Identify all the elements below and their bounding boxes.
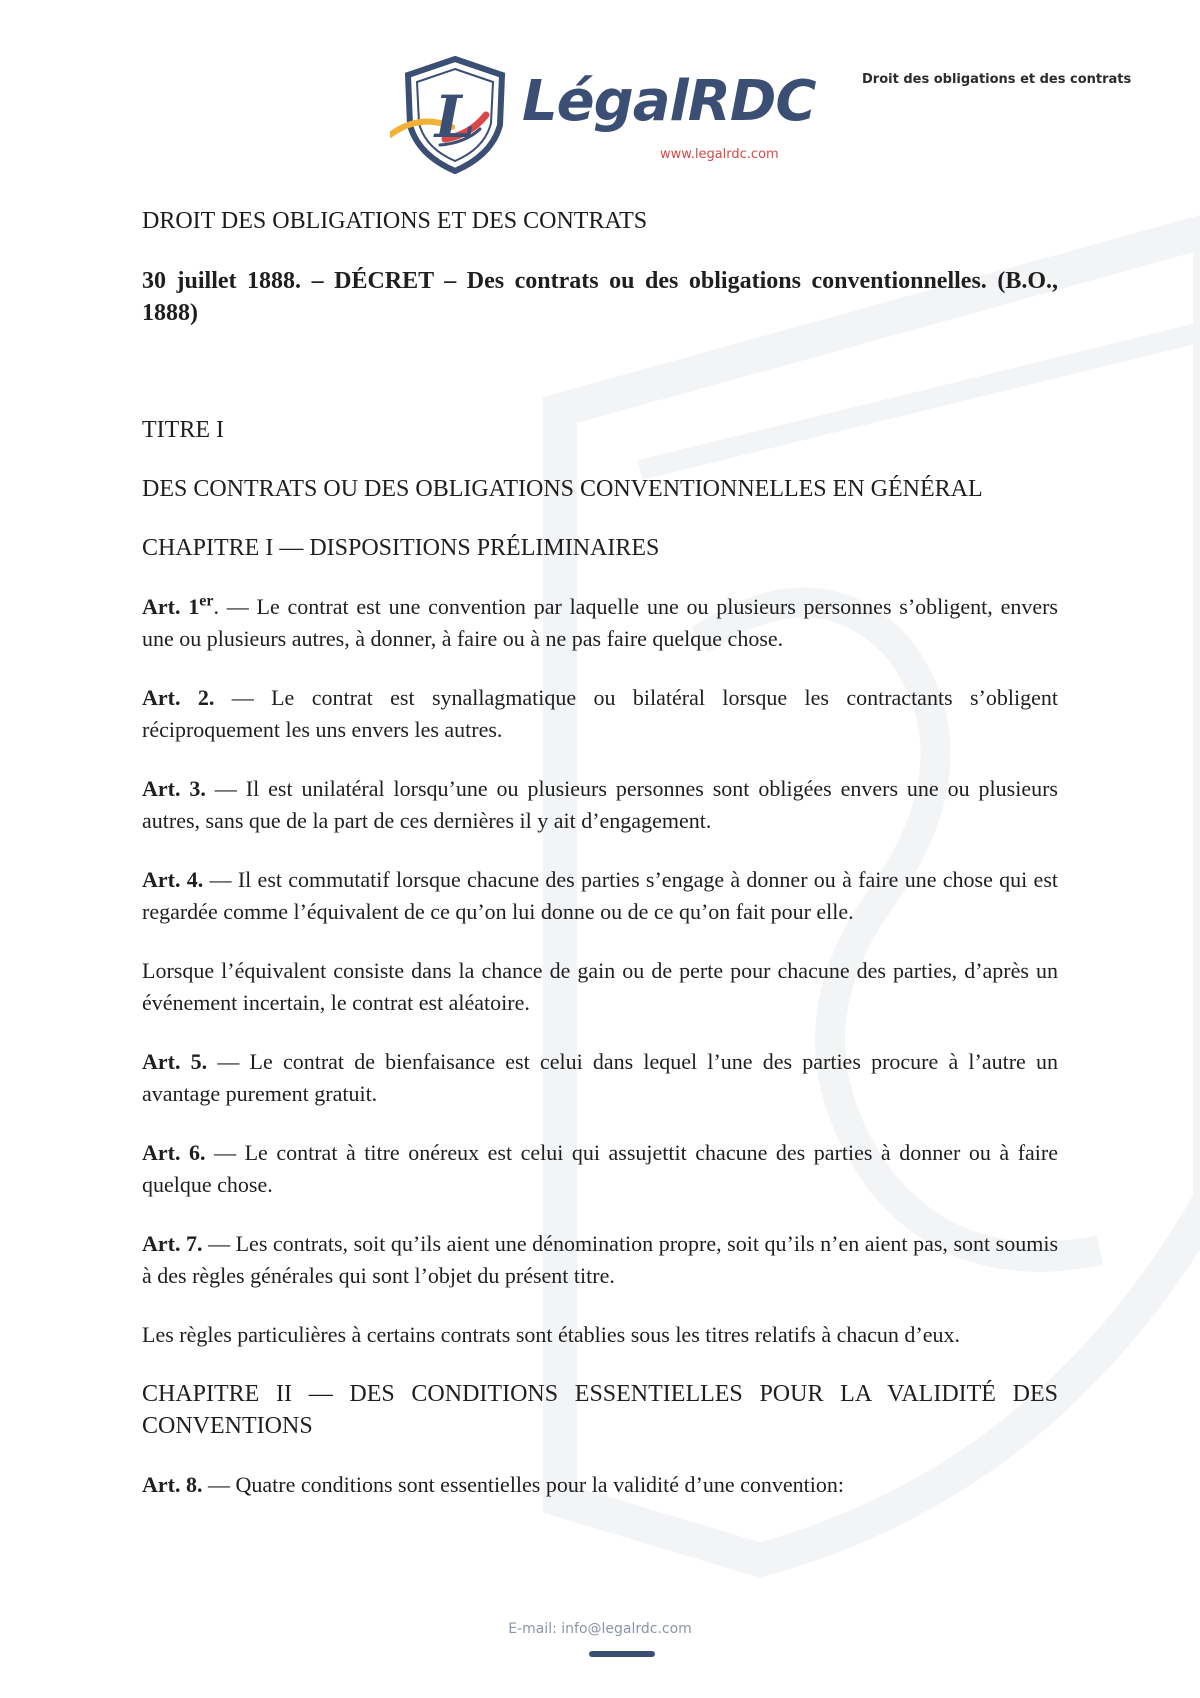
article-8 [142, 1469, 1058, 1501]
article-2-text: — Le contrat est synallagmatique ou bilatéral lorsque les contractants s’obligent réciproquement les uns envers les autres. [142, 685, 1058, 742]
article-4-paragraph-2: Lorsque l’équivalent consiste dans la chance de gain ou de perte pour chacune des parties, d’après un événement incertain, le contrat est aléatoire. [142, 958, 1058, 1015]
article-2-label: Art. 2. [142, 685, 215, 710]
article-6-text: — Le contrat à titre onéreux est celui qui assujettit chacune des parties à donner ou à faire quelque chose. [142, 1140, 1059, 1197]
article-7-text: — Les contrats, soit qu’ils aient une dénomination propre, soit qu’ils n’en aient pas, sont soumis à des règles générales qui sont l’objet du présent titre. [142, 1231, 1059, 1288]
article-8-text: — Quatre conditions sont essentielles pour la validité d’une convention: [202, 1472, 845, 1497]
article-1-text: . — Le contrat est une convention par laquelle une ou plusieurs personnes s’obligent, envers une ou plusieurs autres, à donner, à faire ou à ne pas faire quelque chose. [142, 594, 1058, 651]
article-7 [142, 1228, 1058, 1292]
article-7-label: Art. 7. [142, 1231, 203, 1256]
article-5-label: Art. 5. [142, 1049, 208, 1074]
brand-url[interactable]: www.legalrdc.com [660, 147, 779, 162]
brand-logo [390, 55, 816, 175]
titre-heading: DES CONTRATS OU DES OBLIGATIONS CONVENTIONNELLES EN GÉNÉRAL [142, 476, 983, 502]
article-1-superscript: er [199, 592, 214, 610]
footer-email[interactable]: E-mail: info@legalrdc.com [508, 1621, 692, 1637]
article-3 [142, 773, 1058, 837]
article-3-text: — Il est unilatéral lorsqu’une ou plusieurs personnes sont obligées envers une ou plusieurs autres, sans que de la part de ces dernières il y ait d’engagement. [142, 776, 1058, 833]
article-4-text: — Il est commutatif lorsque chacune des parties s’engage à donner ou à faire une chose qui est regardée comme l’équivalent de ce qu’on lui donne ou de ce qu’on fait pour elle. [142, 867, 1058, 924]
document-body [142, 205, 1058, 1501]
decree-line: 30 juillet 1888. – DÉCRET – Des contrats ou des obligations conventionnelles. (B.O., 1888) [142, 268, 1058, 326]
logo-monogram: L [434, 83, 476, 151]
titre-label: TITRE I [142, 417, 224, 443]
article-5-text: — Le contrat de bienfaisance est celui dans lequel l’une des parties procure à l’autre un avantage purement gratuit. [142, 1049, 1058, 1106]
shield-icon [390, 55, 520, 175]
article-4 [142, 864, 1058, 928]
article-6 [142, 1137, 1058, 1201]
article-8-label: Art. 8. [142, 1472, 203, 1497]
document-title: DROIT DES OBLIGATIONS ET DES CONTRATS [142, 208, 648, 234]
article-1-label: Art. 1 [142, 594, 200, 619]
article-7-paragraph-2: Les règles particulières à certains contrats sont établies sous les titres relatifs à chacun d’eux. [142, 1322, 960, 1347]
article-6-label: Art. 6. [142, 1140, 206, 1165]
article-2 [142, 682, 1058, 746]
chapter-2-heading: CHAPITRE II — DES CONDITIONS ESSENTIELLES POUR LA VALIDITÉ DES CONVENTIONS [142, 1381, 1058, 1439]
chapter-1-heading: CHAPITRE I — DISPOSITIONS PRÉLIMINAIRES [142, 535, 660, 561]
footer-divider [589, 1651, 655, 1657]
article-3-label: Art. 3. [142, 776, 206, 801]
brand-name: LégalRDC [522, 69, 816, 134]
running-title: Droit des obligations et des contrats [862, 72, 1132, 87]
article-5 [142, 1046, 1058, 1110]
article-1 [142, 591, 1058, 655]
article-4-label: Art. 4. [142, 867, 204, 892]
